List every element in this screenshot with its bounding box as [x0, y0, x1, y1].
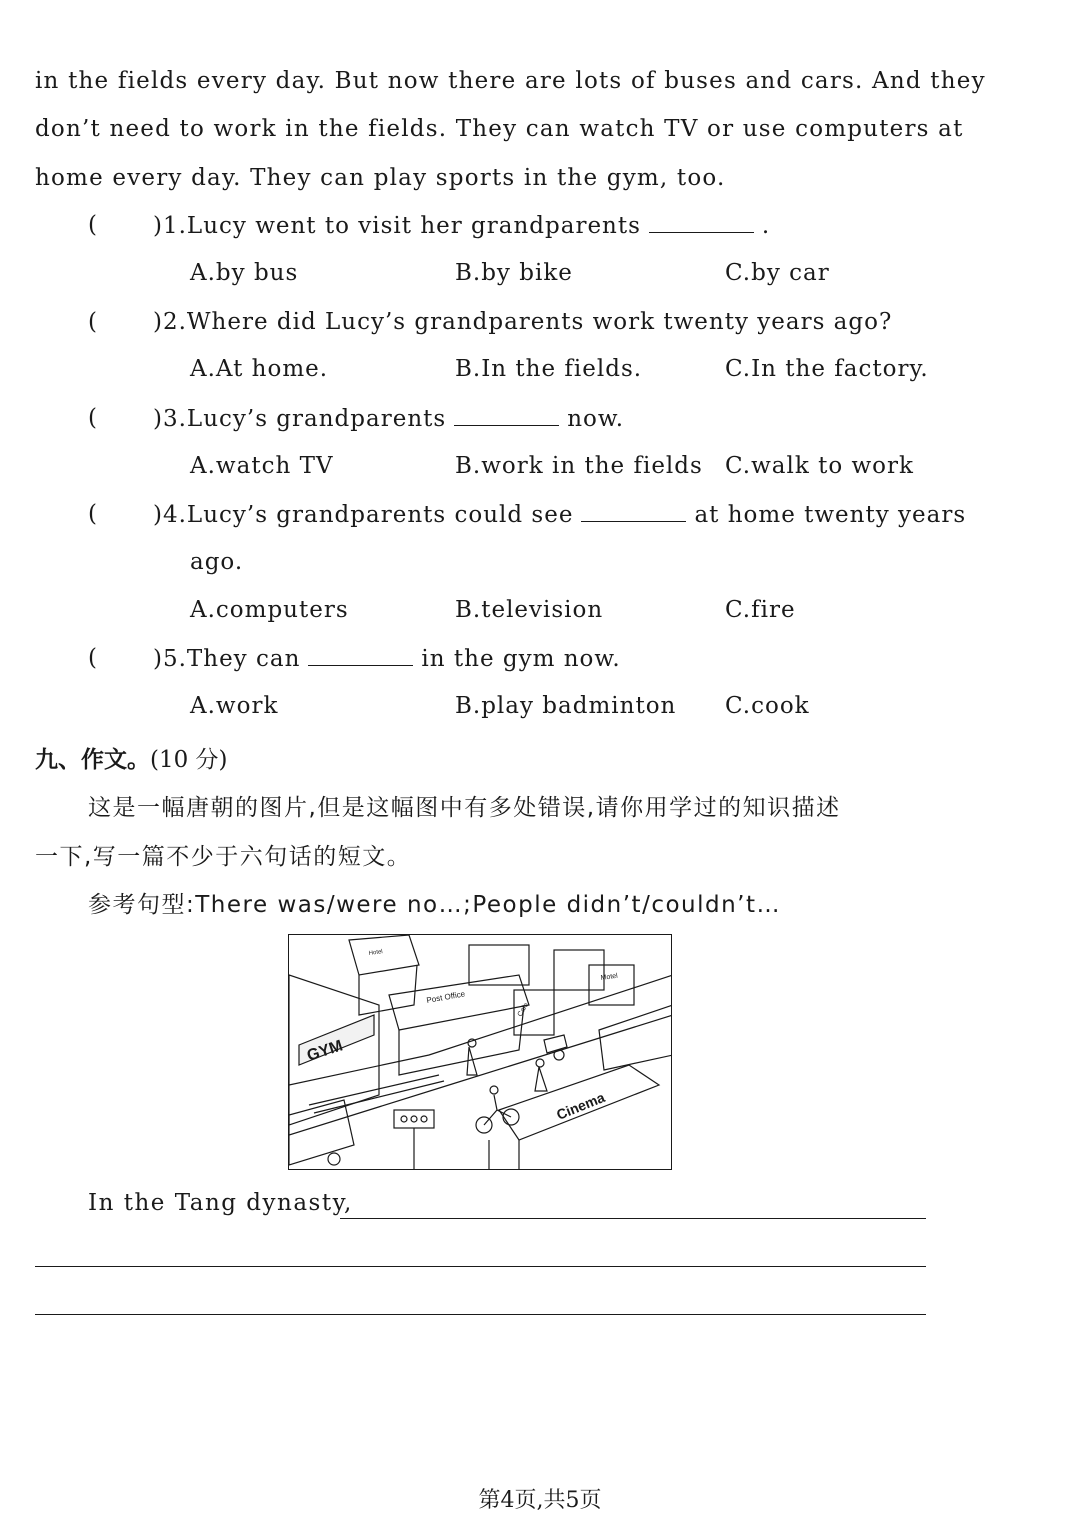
question-number: )2. — [153, 309, 187, 335]
cinema-sign: Cinema — [554, 1088, 608, 1123]
instruction-line-1: 这是一幅唐朝的图片,但是这幅图中有多处错误,请你用学过的知识描述 — [88, 795, 841, 821]
question-text: Lucy’s grandparents — [186, 406, 447, 432]
section-points: (10 分) — [150, 747, 228, 773]
option-b: B.In the fields. — [455, 356, 643, 382]
answer-paren[interactable]: ( — [88, 501, 97, 527]
hotel-sign: Hotel — [368, 949, 384, 957]
reference-sentence-pattern: 参考句型:There was/were no…;People didn’t/couldn’t… — [88, 892, 782, 918]
person — [467, 1047, 477, 1075]
answer-blank[interactable] — [581, 501, 686, 522]
answer-paren[interactable]: ( — [88, 645, 97, 671]
option-a: A.At home. — [190, 356, 329, 382]
answer-blank[interactable] — [308, 645, 413, 666]
option-c: C.by car — [725, 260, 830, 286]
post-office-wall — [399, 1005, 524, 1075]
option-c: C.In the factory. — [725, 356, 929, 382]
question-5 — [153, 645, 621, 672]
tower-roof — [349, 935, 419, 975]
question-1 — [153, 212, 770, 239]
cinema-pillars — [489, 1140, 519, 1170]
question-2 — [153, 309, 892, 335]
passage-line-2: don’t need to work in the fields. They can watch TV or use computers at — [35, 116, 964, 142]
option-a: A.computers — [190, 597, 349, 623]
passage-line-1: in the fields every day. But now there are lots of buses and cars. And they — [35, 68, 986, 94]
question-4 — [153, 501, 966, 528]
gym-sign: GYM — [304, 1037, 345, 1065]
rail-line — [309, 1075, 439, 1105]
option-c: C.fire — [725, 597, 796, 623]
question-text: Where did Lucy’s grandparents work twenty years ago? — [186, 309, 893, 335]
question-continuation: ago. — [190, 549, 244, 575]
answer-blank[interactable] — [454, 405, 559, 426]
question-text: They can — [186, 646, 301, 672]
question-text-after: at home twenty years — [694, 502, 967, 528]
answer-paren[interactable]: ( — [88, 405, 97, 431]
section-heading — [35, 741, 228, 774]
question-number: )3. — [153, 406, 187, 432]
post-office-roof — [389, 975, 529, 1030]
option-c: C.cook — [725, 693, 810, 719]
option-c: C.walk to work — [725, 453, 914, 479]
horse-carriage — [544, 1035, 567, 1053]
back-building — [554, 950, 604, 990]
bus-wheel — [328, 1153, 340, 1165]
question-number: )4. — [153, 502, 187, 528]
passage-line-3: home every day. They can play sports in the gym, too. — [35, 165, 726, 191]
option-b: B.by bike — [455, 260, 573, 286]
cafe-sign: Cafe — [516, 1001, 531, 1018]
section-title: 九、作文。 — [35, 747, 150, 773]
question-text-after: in the gym now. — [421, 646, 621, 672]
post-office-sign: Post Office — [425, 989, 466, 1005]
question-text: Lucy went to visit her grandparents — [186, 213, 641, 239]
writing-starter: In the Tang dynasty, — [88, 1190, 353, 1216]
traffic-light — [394, 1110, 434, 1128]
writing-line-3[interactable] — [35, 1314, 926, 1315]
page-number: 第4页,共5页 — [478, 1488, 602, 1513]
option-b: B.work in the fields — [455, 453, 703, 479]
question-text: Lucy’s grandparents could see — [186, 502, 574, 528]
motel-sign: Motel — [600, 972, 619, 982]
option-a: A.watch TV — [190, 453, 334, 479]
answer-paren[interactable]: ( — [88, 309, 97, 335]
question-text-after: now. — [567, 406, 625, 432]
option-a: A.by bus — [190, 260, 299, 286]
person — [535, 1067, 547, 1091]
tang-dynasty-street-illustration — [288, 934, 672, 1170]
answer-paren[interactable]: ( — [88, 212, 97, 238]
option-a: A.work — [190, 693, 279, 719]
motel-building — [589, 965, 634, 1005]
question-text-after: . — [761, 213, 771, 239]
writing-line-2[interactable] — [35, 1266, 926, 1267]
right-pagoda — [599, 1005, 672, 1070]
question-3 — [153, 405, 624, 432]
instruction-line-2: 一下,写一篇不少于六句话的短文。 — [35, 844, 412, 870]
question-number: )5. — [153, 646, 187, 672]
tower-body — [359, 965, 417, 1015]
answer-blank[interactable] — [649, 212, 754, 233]
street-scene-drawing — [289, 935, 672, 1170]
question-number: )1. — [153, 213, 187, 239]
writing-line-1[interactable] — [340, 1218, 926, 1219]
option-b: B.play badminton — [455, 693, 677, 719]
option-b: B.television — [455, 597, 604, 623]
